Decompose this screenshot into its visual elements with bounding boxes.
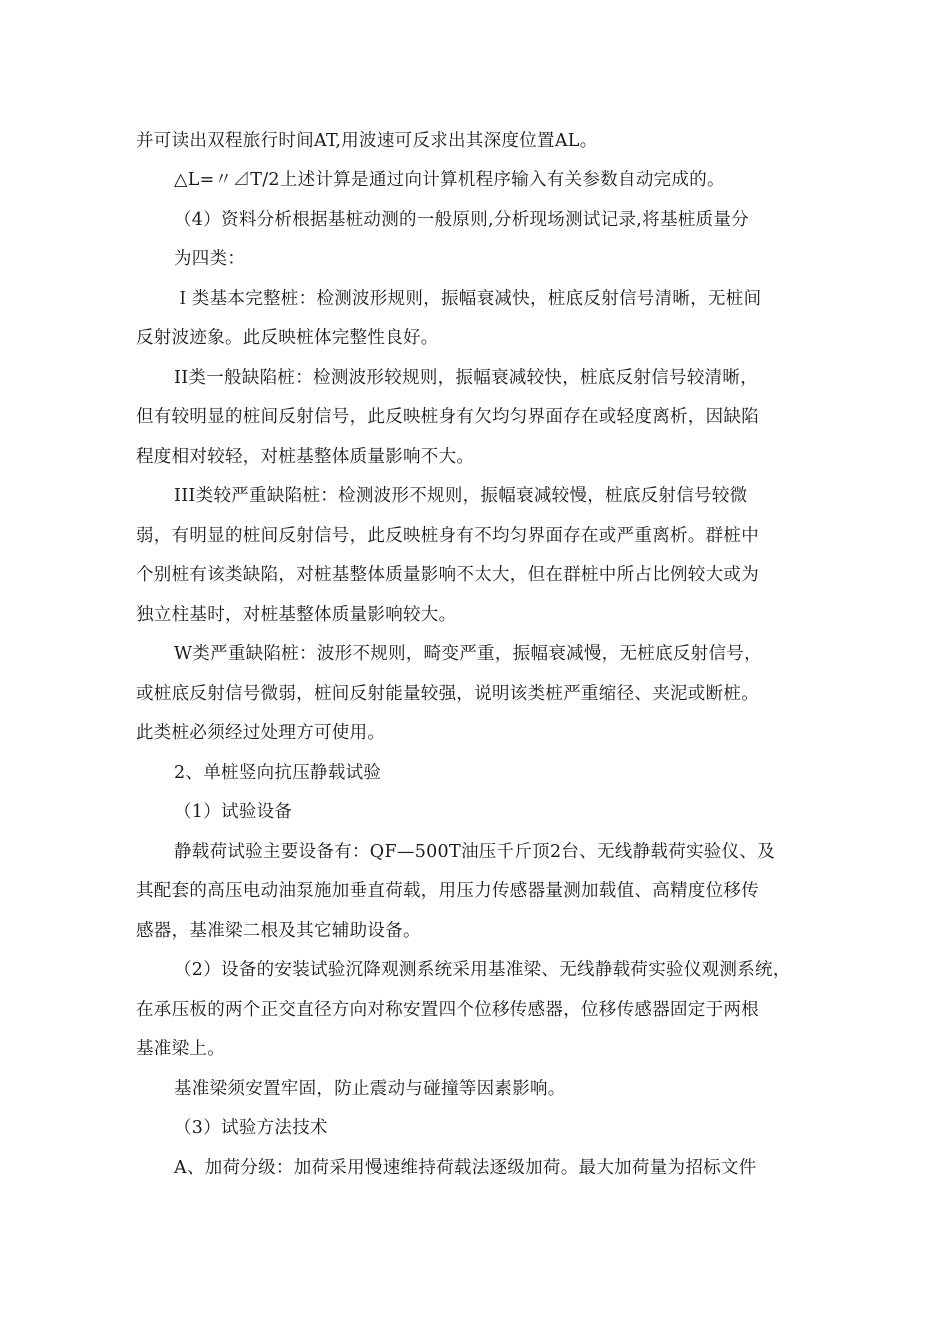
paragraph-line: 其配套的高压电动油泵施加垂直荷载，用压力传感器量测加载值、高精度位移传 [136, 881, 759, 901]
paragraph-line: 反射波迹象。此反映桩体完整性良好。 [136, 328, 439, 348]
paragraph-line: 在承压板的两个正交直径方向对称安置四个位移传感器，位移传感器固定于两根 [136, 1000, 759, 1020]
paragraph-line: 基准梁上。 [136, 1039, 225, 1059]
subsection-heading: （2）设备的安装试验沉降观测系统采用基准梁、无线静载荷实验仪观测系统， [174, 960, 791, 980]
class-iv-description: W类严重缺陷桩：波形不规则，畸变严重，振幅衰减慢，无桩底反射信号， [174, 644, 762, 664]
paragraph-line: 程度相对较轻，对桩基整体质量影响不大。 [136, 447, 475, 467]
subsection-heading: （3）试验方法技术 [174, 1118, 328, 1138]
class-ii-description: II类一般缺陷桩：检测波形较规则，振幅衰减较快，桩底反射信号较清晰， [174, 368, 759, 388]
section-heading: 2、单桩竖向抗压静载试验 [174, 763, 382, 783]
class-i-description: Ｉ类基本完整桩：检测波形规则，振幅衰减快，桩底反射信号清晰，无桩间 [174, 289, 762, 309]
paragraph-line: 静载荷试验主要设备有：QF—500T油压千斤顶2台、无线静载荷实验仪、及 [174, 842, 775, 862]
class-iii-description: III类较严重缺陷桩：检测波形不规则，振幅衰减较慢，桩底反射信号较微 [174, 486, 748, 506]
paragraph-line: 但有较明显的桩间反射信号，此反映桩身有欠均匀界面存在或轻度离析，因缺陷 [136, 407, 759, 427]
section-heading: （4）资料分析根据基桩动测的一般原则,分析现场测试记录,将基桩质量分 [174, 210, 749, 230]
paragraph-line: 或桩底反射信号微弱，桩间反射能量较强，说明该类桩严重缩径、夹泥或断桩。 [136, 684, 759, 704]
formula-line: △L=〃⊿T/2上述计算是通过向计算机程序输入有关参数自动完成的。 [174, 170, 725, 190]
paragraph-line: 此类桩必须经过处理方可使用。 [136, 723, 386, 743]
subsection-heading: （1）试验设备 [174, 802, 293, 822]
paragraph-line: 为四类： [174, 249, 246, 269]
paragraph-line: 基准梁须安置牢固，防止震动与碰撞等因素影响。 [174, 1079, 566, 1099]
paragraph-line: 感器，基准梁二根及其它辅助设备。 [136, 921, 421, 941]
paragraph-line: 独立柱基时，对桩基整体质量影响较大。 [136, 605, 457, 625]
paragraph-line: 并可读出双程旅行时间AT,用波速可反求出其深度位置AL。 [136, 131, 598, 151]
paragraph-line: 弱，有明显的桩间反射信号，此反映桩身有不均匀界面存在或严重离析。群桩中 [136, 526, 759, 546]
paragraph-line: 个别桩有该类缺陷，对桩基整体质量影响不太大，但在群桩中所占比例较大或为 [136, 565, 759, 585]
paragraph-line: A、加荷分级：加荷采用慢速维持荷载法逐级加荷。最大加荷量为招标文件 [174, 1158, 757, 1178]
